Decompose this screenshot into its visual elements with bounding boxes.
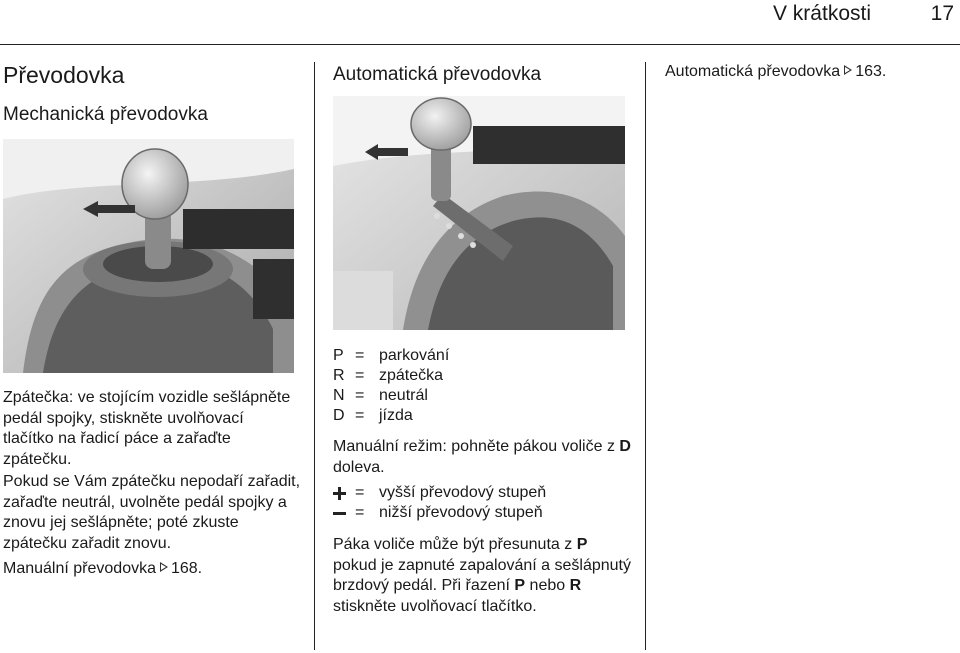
page-reference-arrow-icon xyxy=(844,65,852,75)
minus-icon xyxy=(333,507,346,520)
gear-description: neutrál xyxy=(379,387,428,404)
manual-transmission-reference xyxy=(3,559,303,580)
shift-description: vyšší převodový stupeň xyxy=(379,484,547,501)
manual-mode-gear: D xyxy=(619,438,631,455)
gear-row-d xyxy=(333,406,449,426)
manual-gear-lever-image xyxy=(3,139,294,373)
shift-row-up xyxy=(333,483,546,503)
minus-icon-wrap xyxy=(333,503,355,523)
plus-icon-wrap xyxy=(333,483,355,503)
reference-page: 168. xyxy=(170,560,203,577)
header-rule xyxy=(0,44,960,45)
column-divider-2 xyxy=(645,62,646,650)
reference-page: 163. xyxy=(855,63,887,80)
gear-description: jízda xyxy=(379,407,413,424)
shift-row-down xyxy=(333,503,546,523)
manual-mode-text-end: doleva. xyxy=(333,458,385,476)
automatic-selector-lever-image xyxy=(333,96,625,330)
reverse-gear-retry-instructions: Pokud se Vám zpátečku nepodaří zařadit, zařaďte neutrál, uvolněte pedál spojky a znovu jej sešlápněte; poté zkuste zpátečku zařadit znovu. xyxy=(3,473,301,552)
shift-symbols-list xyxy=(333,483,546,523)
note-gear: R xyxy=(569,577,582,594)
gear-row-n xyxy=(333,386,449,406)
gear-description: parkování xyxy=(379,347,450,364)
shift-equals: = xyxy=(355,504,365,521)
reference-text: Automatická převodovka xyxy=(665,63,841,80)
gear-positions-list xyxy=(333,346,449,426)
shift-description: nižší převodový stupeň xyxy=(379,504,543,521)
note-text: stiskněte uvolňovací tlačítko. xyxy=(333,597,537,615)
subheading-automatic: Automatická převodovka xyxy=(333,64,542,85)
gear-equals: = xyxy=(355,387,365,404)
subheading-manual: Mechanická převodovka xyxy=(3,104,208,125)
manual-mode-instructions xyxy=(333,437,633,478)
automatic-selector-illustration xyxy=(333,96,625,330)
manual-mode-text: Manuální režim: pohněte pákou voliče z xyxy=(333,438,620,455)
selector-lever-note xyxy=(333,535,633,617)
running-header-title: V krátkosti xyxy=(772,2,871,25)
note-text: nebo xyxy=(525,577,570,594)
manual-gear-lever-illustration xyxy=(3,139,294,373)
gear-key: R xyxy=(333,367,345,384)
automatic-transmission-reference xyxy=(665,62,955,83)
note-text: pokud je zapnuté zapalování a sešlápnutý brzdový pedál. Při řazení xyxy=(333,556,631,594)
section-heading: Převodovka xyxy=(3,62,125,88)
note-gear: P xyxy=(514,577,526,594)
gear-equals: = xyxy=(355,367,365,384)
plus-icon xyxy=(333,487,346,500)
note-text: Páka voliče může být přesunuta z xyxy=(333,536,577,553)
column-divider-1 xyxy=(314,62,315,650)
reverse-gear-instructions: Zpátečka: ve stojícím vozidle sešlápněte pedál spojky, stiskněte uvolňovací tlačítko na řadicí páce a zařaďte zpátečku. xyxy=(3,389,291,468)
note-gear: P xyxy=(576,536,588,553)
gear-description: zpátečka xyxy=(379,367,444,384)
gear-key: D xyxy=(333,407,345,424)
gear-row-r xyxy=(333,366,449,386)
gear-row-p xyxy=(333,346,449,366)
gear-key: P xyxy=(333,347,344,364)
page-reference-arrow-icon xyxy=(160,562,168,572)
gear-equals: = xyxy=(355,347,365,364)
reference-text: Manuální převodovka xyxy=(3,560,156,577)
gear-equals: = xyxy=(355,407,365,424)
page-number: 17 xyxy=(930,2,954,25)
gear-key: N xyxy=(333,387,345,404)
shift-equals: = xyxy=(355,484,365,501)
